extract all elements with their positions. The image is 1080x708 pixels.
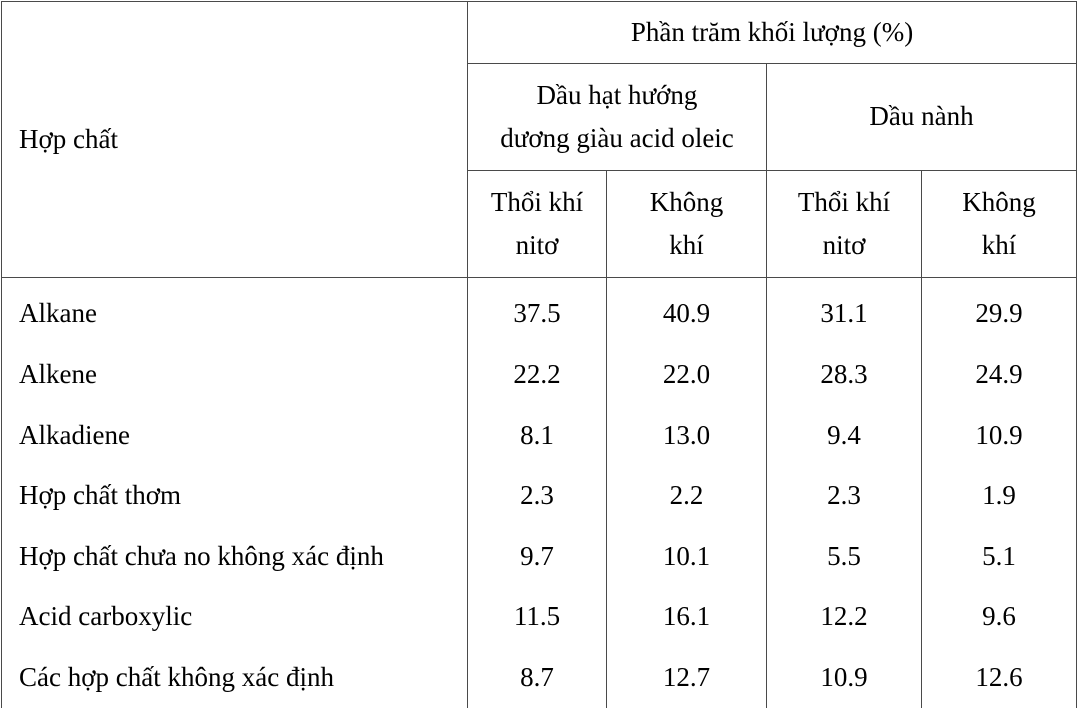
- value-cell: 16.1: [607, 587, 767, 648]
- value-cell: 12.6: [922, 648, 1077, 708]
- value-cell: 8.7: [468, 648, 607, 708]
- value-cell: 10.9: [922, 405, 1077, 466]
- condition-header-nitrogen-soybean: [767, 171, 922, 278]
- value-cell: 40.9: [607, 278, 767, 345]
- value-cell: 22.0: [607, 345, 767, 406]
- mass-percent-header: Phần trăm khối lượng (%): [468, 2, 1077, 64]
- table-row: [2, 466, 1077, 527]
- value-cell: 13.0: [607, 405, 767, 466]
- condition-header-nitrogen-sunflower: [468, 171, 607, 278]
- table-row: [2, 345, 1077, 406]
- sunflower-oil-header: [468, 64, 767, 171]
- value-cell: 9.4: [767, 405, 922, 466]
- value-cell: 29.9: [922, 278, 1077, 345]
- sunflower-oil-header-line2: dương giàu acid oleic: [500, 123, 734, 153]
- condition-line1: Không: [649, 186, 724, 217]
- table-row: [2, 587, 1077, 648]
- condition-line2: khí: [981, 230, 1017, 260]
- compound-name: Hợp chất thơm: [2, 466, 468, 527]
- compound-name: Acid carboxylic: [2, 587, 468, 648]
- condition-line1: Thổi khí: [797, 186, 891, 217]
- value-cell: 24.9: [922, 345, 1077, 406]
- table-row: [2, 278, 1077, 345]
- table-row: [2, 648, 1077, 708]
- compound-name: Alkene: [2, 345, 468, 406]
- condition-line1: Thổi khí: [490, 186, 584, 217]
- value-cell: 1.9: [922, 466, 1077, 527]
- compound-name: Các hợp chất không xác định: [2, 648, 468, 708]
- condition-line2: nitơ: [515, 230, 559, 260]
- compound-name: Hợp chất chưa no không xác định: [2, 526, 468, 587]
- sunflower-oil-header-line1: Dầu hạt hướng: [536, 79, 698, 110]
- compound-header: Hợp chất: [2, 2, 468, 278]
- value-cell: 5.5: [767, 526, 922, 587]
- compound-name: Alkane: [2, 278, 468, 345]
- value-cell: 2.2: [607, 466, 767, 527]
- condition-line1: Không: [962, 186, 1036, 217]
- value-cell: 9.6: [922, 587, 1077, 648]
- condition-header-air-sunflower: [607, 171, 767, 278]
- value-cell: 22.2: [468, 345, 607, 406]
- value-cell: 10.1: [607, 526, 767, 587]
- value-cell: 12.7: [607, 648, 767, 708]
- composition-table: [1, 1, 1077, 708]
- value-cell: 9.7: [468, 526, 607, 587]
- value-cell: 12.2: [767, 587, 922, 648]
- condition-line2: nitơ: [822, 230, 866, 260]
- value-cell: 2.3: [468, 466, 607, 527]
- value-cell: 8.1: [468, 405, 607, 466]
- compound-name: Alkadiene: [2, 405, 468, 466]
- condition-line2: khí: [669, 230, 704, 260]
- value-cell: 28.3: [767, 345, 922, 406]
- table-row: [2, 405, 1077, 466]
- value-cell: 31.1: [767, 278, 922, 345]
- value-cell: 37.5: [468, 278, 607, 345]
- value-cell: 10.9: [767, 648, 922, 708]
- condition-header-air-soybean: [922, 171, 1077, 278]
- table-row: [2, 526, 1077, 587]
- value-cell: 2.3: [767, 466, 922, 527]
- value-cell: 11.5: [468, 587, 607, 648]
- soybean-oil-header: Dầu nành: [767, 64, 1077, 171]
- value-cell: 5.1: [922, 526, 1077, 587]
